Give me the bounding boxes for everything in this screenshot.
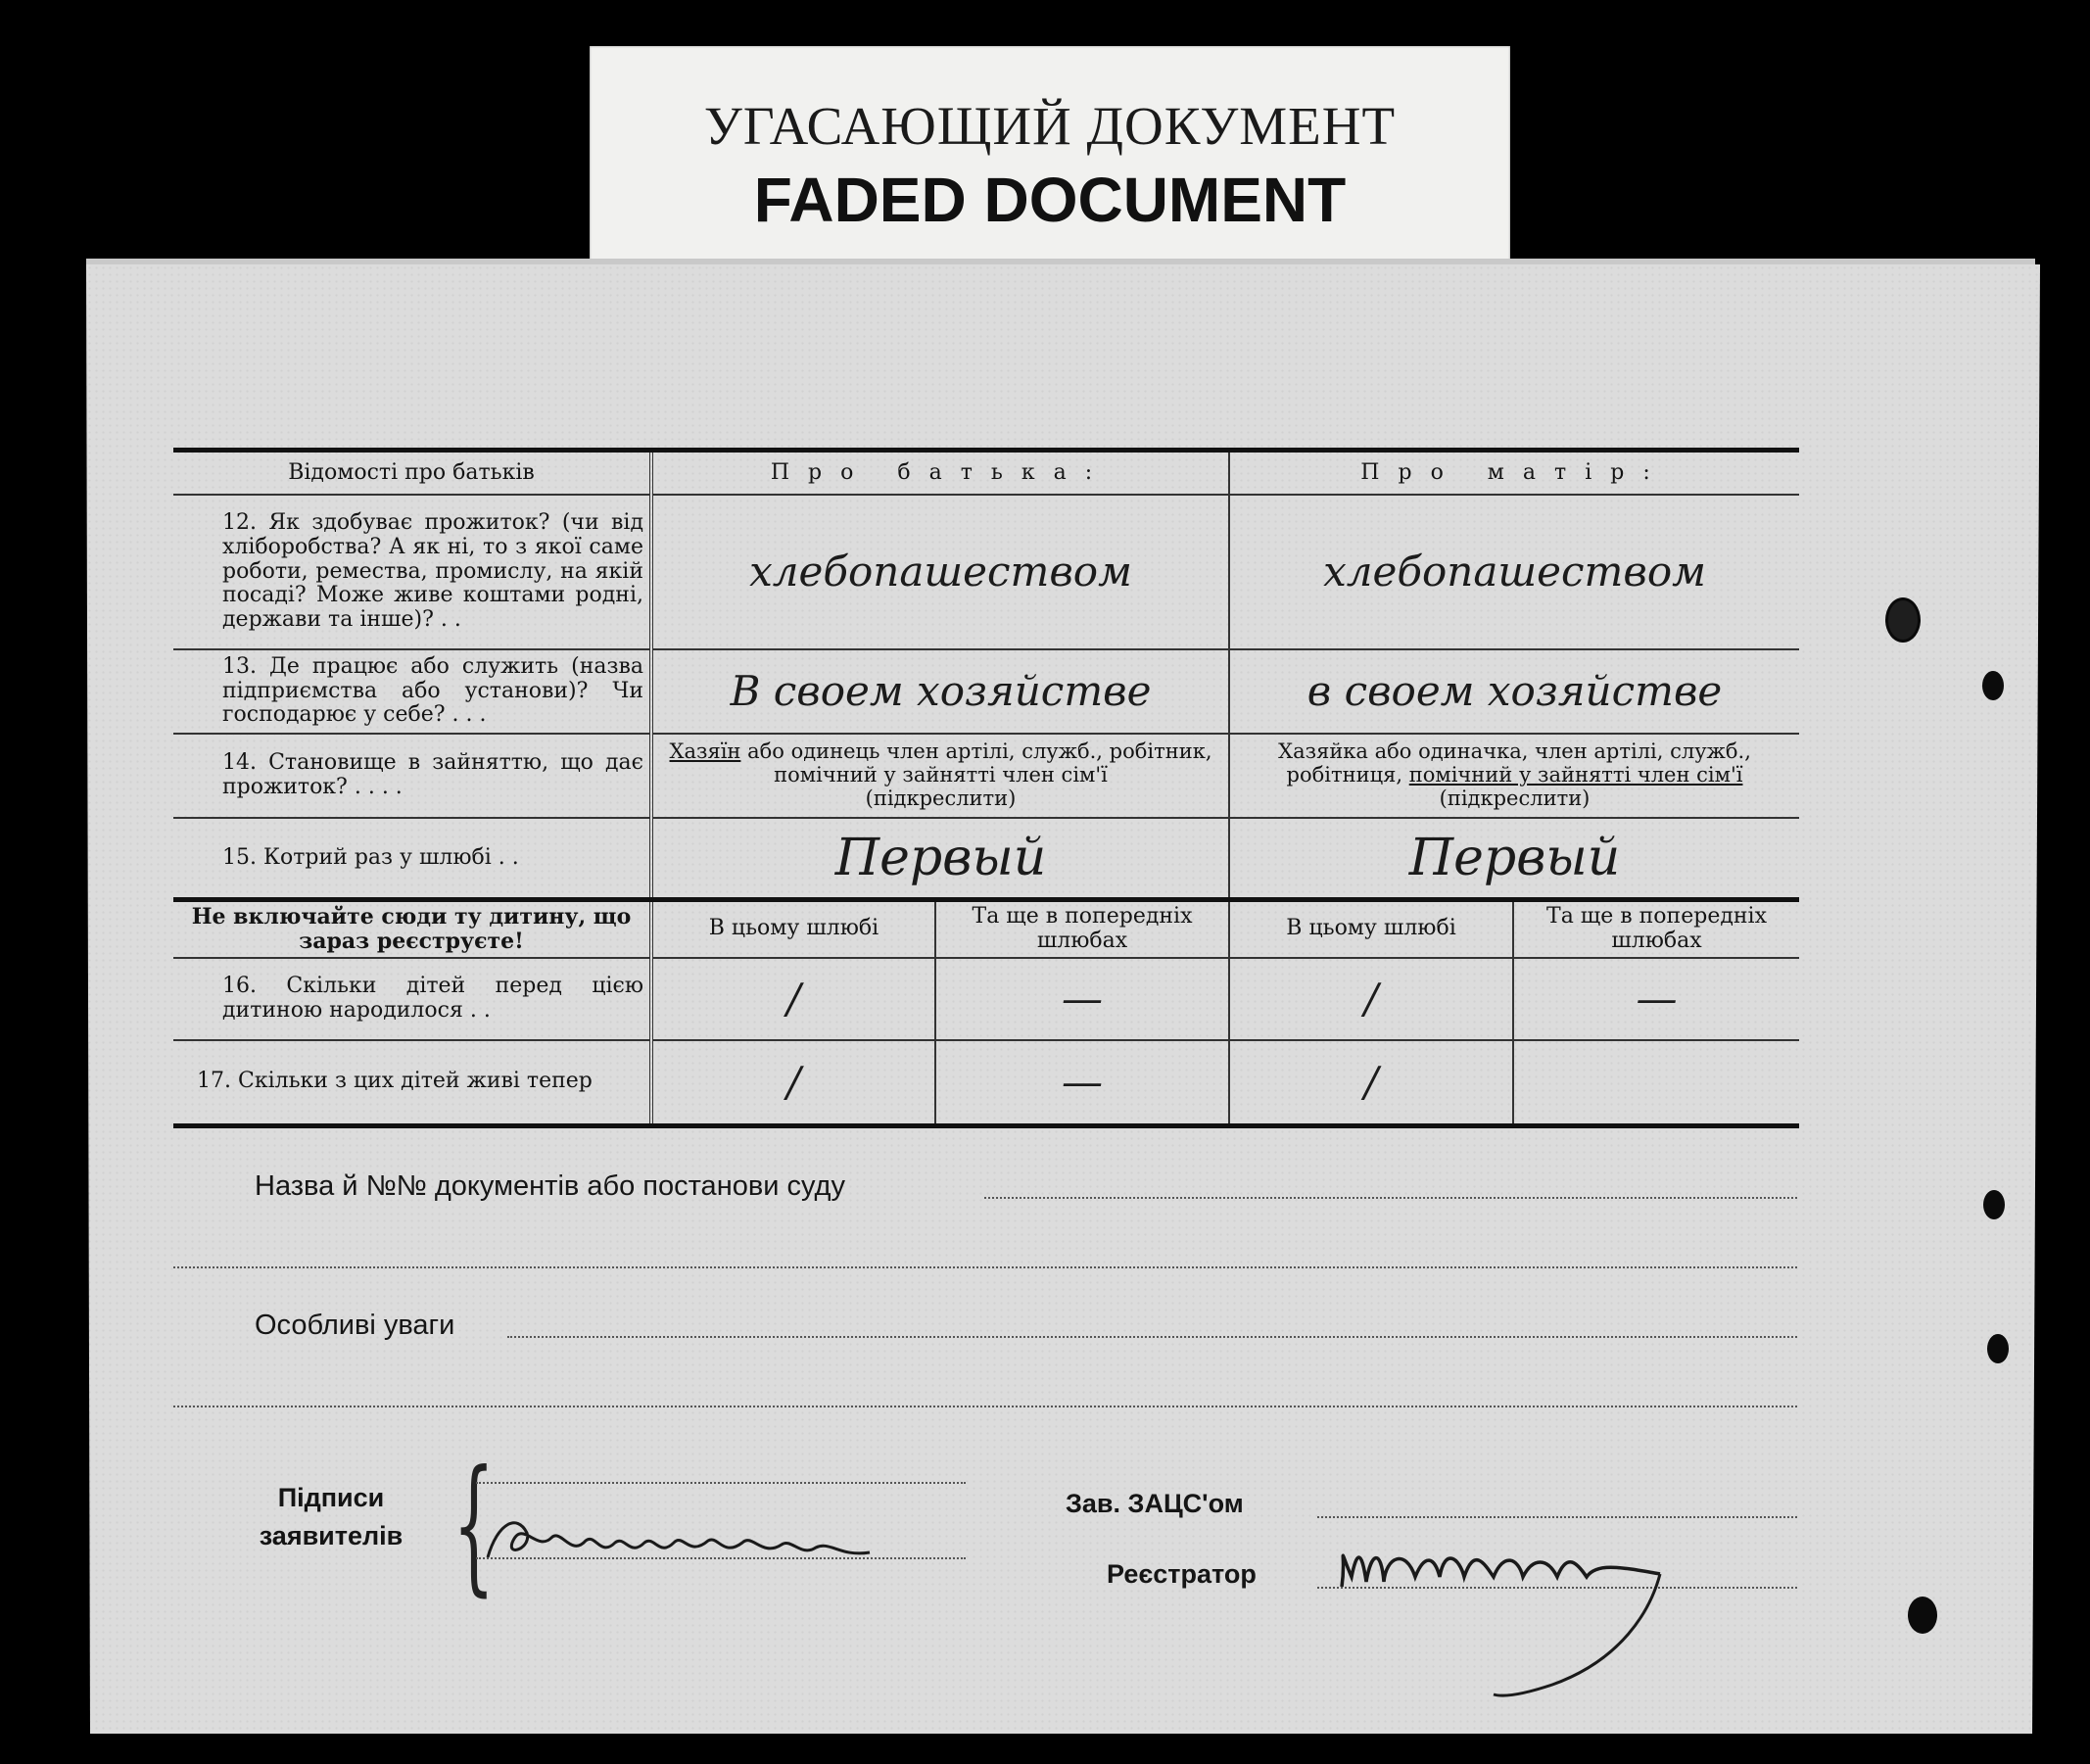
question-16: 16. Скільки дітей перед цією дитиною народилося . . [173, 958, 651, 1040]
punch-hole [1885, 597, 1921, 643]
remarks-label: Особливі уваги [255, 1310, 455, 1341]
registrar-label: Реєстратор [1107, 1559, 1257, 1589]
answer-17-father-this: / [651, 1040, 935, 1126]
answer-17-father-previous: — [935, 1040, 1229, 1126]
table-row-q15 [173, 818, 1799, 900]
table-row-q14 [173, 734, 1799, 818]
signatures-label-line1: Підписи [277, 1483, 385, 1512]
answer-17-mother-previous [1513, 1040, 1799, 1126]
punch-hole [1987, 1334, 2009, 1363]
mother-underline-note: (підкреслити) [1439, 786, 1591, 810]
parents-info-table [173, 448, 1799, 1128]
question-14: 14. Становище в зайняттю, що дає прожиток? . . . . [173, 734, 651, 818]
question-12: 12. Як здобуває прожиток? (чи від хліборобства? А як ні, то з якої саме роботи, ремества, промислу, на якій посаді? Може живе коштами родні, держави та інше)? . . [173, 495, 651, 649]
table-row-q12 [173, 495, 1799, 649]
answer-16-father-this: / [651, 958, 935, 1040]
children-exclusion-note: Не включайте сюди ту дитину, що зараз реєструєте! [173, 900, 651, 958]
father-underline-note: (підкреслити) [865, 786, 1017, 810]
signatures-brace: { [452, 1440, 496, 1610]
applicant-signature-line-1 [476, 1482, 966, 1484]
answer-15-father: Первый [651, 818, 1229, 900]
signatures-label-line2: заявителів [259, 1521, 404, 1551]
answer-14-father [651, 734, 1229, 818]
table-row-q13 [173, 649, 1799, 734]
answer-16-mother-this: / [1229, 958, 1513, 1040]
applicant-signature [478, 1503, 968, 1572]
label-english: FADED DOCUMENT [753, 165, 1347, 235]
table-row-q17 [173, 1040, 1799, 1126]
mother-status-options: Хазяйка або одиначка, член артілі, служб., робітниця, [1278, 739, 1751, 787]
label-russian: УГАСАЮЩИЙ ДОКУМЕНТ [703, 96, 1397, 156]
question-13: 13. Де працює або служить (назва підприємства або установи)? Чи господарює у себе? . . . [173, 649, 651, 734]
mother-status-helping: помічний у зайнятті член сім'ї [1408, 763, 1743, 787]
answer-13-father: В своем хозяйстве [651, 649, 1229, 734]
table-subheader-row [173, 900, 1799, 958]
punch-hole [1908, 1597, 1937, 1634]
applicants-signatures-label [233, 1479, 429, 1555]
mother-previous-marriages-header: Та ще в попередніх шлюбах [1513, 900, 1799, 958]
father-status-owner: Хазяїн [669, 739, 741, 764]
mother-this-marriage-header: В цьому шлюбі [1229, 900, 1513, 958]
father-previous-marriages-header: Та ще в попередніх шлюбах [935, 900, 1229, 958]
table-row-q16 [173, 958, 1799, 1040]
registrar-signature [1327, 1523, 1719, 1709]
header-parents-info: Відомості про батьків [173, 451, 651, 496]
father-this-marriage-header: В цьому шлюбі [651, 900, 935, 958]
documents-line [984, 1197, 1797, 1199]
answer-16-mother-previous: — [1513, 958, 1799, 1040]
zags-head-label: Зав. ЗАЦС'ом [1066, 1489, 1244, 1518]
table-header-row [173, 451, 1799, 496]
answer-14-mother [1229, 734, 1799, 818]
answer-12-father: хлебопашеством [651, 495, 1229, 649]
answer-17-mother-this: / [1229, 1040, 1513, 1126]
question-15: 15. Котрий раз у шлюбі . . [173, 818, 651, 900]
documents-line-2 [173, 1266, 1797, 1268]
remarks-line [507, 1336, 1797, 1338]
question-17: 17. Скільки з цих дітей живі тепер [173, 1040, 651, 1126]
zags-head-line [1317, 1516, 1797, 1518]
header-about-mother: Про матір: [1229, 451, 1799, 496]
father-status-options: або одинець член артілі, служб., робітник, помічний у зайнятті член сім'ї [740, 739, 1212, 787]
punch-hole [1983, 1190, 2005, 1219]
answer-16-father-previous: — [935, 958, 1229, 1040]
faded-document-label [590, 46, 1510, 271]
answer-12-mother: хлебопашеством [1229, 495, 1799, 649]
header-about-father: Про батька: [651, 451, 1229, 496]
answer-15-mother: Первый [1229, 818, 1799, 900]
remarks-line-2 [173, 1406, 1797, 1407]
punch-hole [1982, 671, 2004, 700]
documents-label: Назва й №№ документів або постанови суду [255, 1170, 845, 1202]
answer-13-mother: в своем хозяйстве [1229, 649, 1799, 734]
